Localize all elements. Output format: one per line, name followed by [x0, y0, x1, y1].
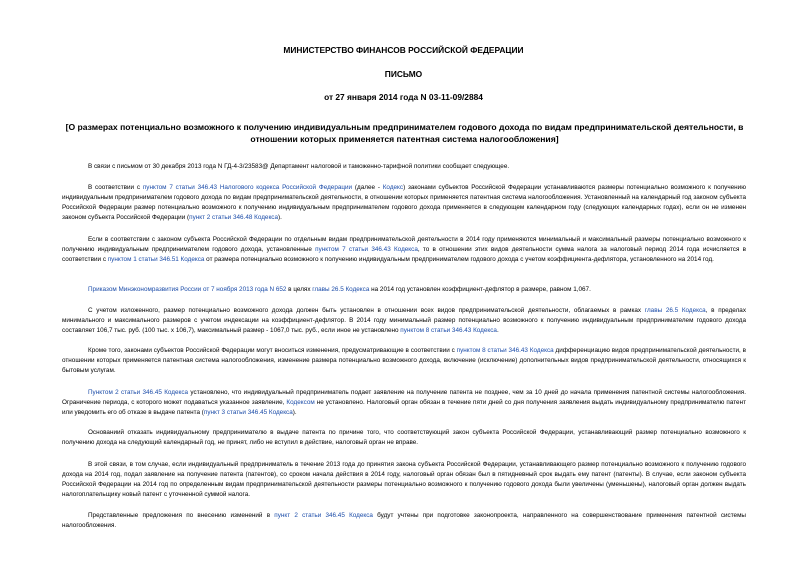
paragraph-text: установлено, что индивидуальный предприниматель подает заявление на получение патента не позднее, чем за 10 дней до начала применения патентной системы налогообложения. Ограничение периода, с которого может подаваться указанное заявление,	[62, 389, 746, 406]
paragraph-5	[62, 306, 746, 336]
legal-reference-link[interactable]: пункт 3 статьи 346.45 Кодекса	[203, 409, 293, 416]
legal-reference-link[interactable]: пунктом 8 статьи 346.43 Кодекса	[400, 327, 497, 334]
paragraph-text: В соответствии с	[88, 184, 143, 191]
paragraph-9	[62, 460, 746, 500]
paragraph-2	[62, 183, 746, 223]
document-date-number: от 27 января 2014 года N 03-11-09/2884	[324, 92, 483, 102]
legal-reference-link[interactable]: Кодекс	[382, 184, 404, 191]
paragraph-text: Кроме того, законами субъектов Российской Федерации могут вноситься изменения, предусматривающие в соответствии с	[88, 347, 457, 354]
paragraph-text: не установлено. Налоговый орган обязан в течение пяти дней со дня получения заявления выдать индивидуальному предпринимателю патент или уведомить его об отказе в выдаче патента (	[62, 399, 746, 416]
paragraph-text: на 2014 год установлен коэффициент-дефлятор в размере, равном 1,067.	[369, 286, 591, 293]
legal-reference-link[interactable]: пунктом 1 статьи 346.51 Кодекса	[107, 256, 205, 263]
paragraph-text: от размера потенциально возможного к получению индивидуальным предпринимателем годового дохода с учетом коэффициента-дефлятора, установленного на 2014 год.	[204, 256, 714, 263]
paragraph-10	[62, 511, 746, 531]
paragraph-text: ).	[292, 409, 297, 416]
paragraph-text: (далее -	[352, 184, 383, 191]
legal-reference-link[interactable]: Приказом Минэкономразвития России от 7 ноября 2013 года N 652	[88, 286, 287, 293]
document-type: ПИСЬМО	[384, 69, 423, 79]
paragraph-text: , то в отношении этих видов деятельности сумма налога за налоговый период 2014 года исчисляется в соответствии с	[62, 246, 747, 263]
paragraph-text: С учетом изложенного, размер потенциально возможного дохода должен быть установлен в отношении всех видов предпринимательской деятельности, облагаемых в рамках	[88, 307, 645, 314]
paragraph-text: .	[496, 327, 499, 334]
paragraph-text: В связи с письмом от 30 декабря 2013 года N ГД-4-3/23583@ Департамент налоговой и таможенно-тарифной политики сообщает следующее.	[88, 163, 510, 170]
paragraph-text: дифференциацию видов предпринимательской деятельности, в отношении которых применяется патентная система налогообложения, изменение размера потенциально возможного дохода, включение (исключение) дополнительных видов предпринимательской деятельности, относящихся к бытовым услугам.	[62, 347, 747, 374]
legal-reference-link[interactable]: пункт 2 статьи 346.45 Кодекса	[274, 512, 373, 519]
document-title: [О размерах потенциально возможного к получению индивидуальным предпринимателем годового дохода по видам предпринимательской деятельности, в отношении которых применяется патентная система налогообложения]	[65, 122, 744, 144]
legal-reference-link[interactable]: пунктом 7 статьи 346.43 Налогового кодекса Российской Федерации	[142, 184, 353, 191]
paragraph-text: будут учтены при подготовке законопроекта, направленного на совершенствование применения патентной системы налогообложения.	[62, 512, 746, 529]
legal-reference-link[interactable]: пункт 2 статьи 346.48 Кодекса	[189, 214, 278, 221]
paragraph-7	[62, 388, 746, 418]
paragraph-8	[62, 428, 746, 448]
legal-reference-link[interactable]: главы 26.5 Кодекса	[312, 286, 370, 293]
legal-reference-link[interactable]: Кодексом	[286, 399, 315, 406]
paragraph-1	[62, 162, 746, 172]
paragraph-text: Основаниий отказать индивидуальному предпринимателю в выдаче патента по причине того, что соответствующий закон субъекта Российской Федерации, устанавливающий размер потенциально возможного к получению дохода на следующий календарный год, не принят, либо не вступил в действие, налоговый орган не вправе.	[62, 429, 746, 446]
paragraph-text: , в пределах минимального и максимального размеров с учетом индексации на коэффициент-дефлятор. В 2014 году минимальный размер потенциально возможного к получению индивидуальным предпринимателем годового дохода составляет 106,7 тыс. руб. (100 тыс. х 106,7), максимальный размер - 1067,0 тыс. руб., если иное не установлено	[62, 307, 746, 334]
paragraph-text: ) законами субъектов Российской Федерации устанавливаются размеры потенциально возможного к получению индивидуальным предпринимателем годового дохода по видам предпринимательской деятельности, в отношении которых применяется патентная система налогообложения. Установленный на календарный год законом субъекта Российской Федерации размер потенциально возможного к получению индивидуальным предпринимателем годового дохода применяется в следующем календарном году (следующих календарных годах), если он не изменен законом субъекта Российской Федерации (	[62, 184, 746, 221]
legal-reference-link[interactable]: пунктом 7 статьи 346.43 Кодекса	[315, 246, 418, 253]
paragraph-3	[62, 235, 746, 265]
legal-reference-link[interactable]: пунктом 8 статьи 346.43 Кодекса	[456, 347, 554, 354]
paragraph-text: в целях	[286, 286, 313, 293]
paragraph-6	[62, 346, 746, 376]
paragraph-text: В этой связи, в том случае, если индивидуальный предприниматель в течение 2013 года до принятия закона субъекта Российской Федерации, устанавливающего размер потенциально возможного к получению годового дохода на 2014 год, подал заявление на получение патента (патентов), со сроком начала действия в 2014 году, налоговый орган обязан был в пятидневный срок выдать ему патент (патенты). В случае, если законом субъекта Российской Федерации на 2014 год по определенным видам предпринимательской деятельности размеры потенциально возможного к получению годового дохода были увеличены (уменьшены), налоговый орган должен выдать налогоплательщику новый патент с уточненной суммой налога.	[62, 461, 746, 498]
paragraph-text: Представленные предложения по внесению изменений в	[88, 512, 275, 519]
legal-reference-link[interactable]: Пунктом 2 статьи 346.45 Кодекса	[88, 389, 189, 396]
ministry-heading: МИНИСТЕРСТВО ФИНАНСОВ РОССИЙСКОЙ ФЕДЕРАЦИИ	[283, 45, 524, 55]
legal-reference-link[interactable]: главы 26.5 Кодекса	[644, 307, 706, 314]
paragraph-4	[62, 285, 746, 295]
paragraph-text: Если в соответствии с законом субъекта Российской Федерации по отдельным видам предпринимательской деятельности в 2014 году применяются минимальный и максимальный размеры потенциально возможного к получению индивидуальным предпринимателем годового дохода, установленные	[62, 236, 746, 253]
paragraph-text: ).	[278, 214, 282, 221]
